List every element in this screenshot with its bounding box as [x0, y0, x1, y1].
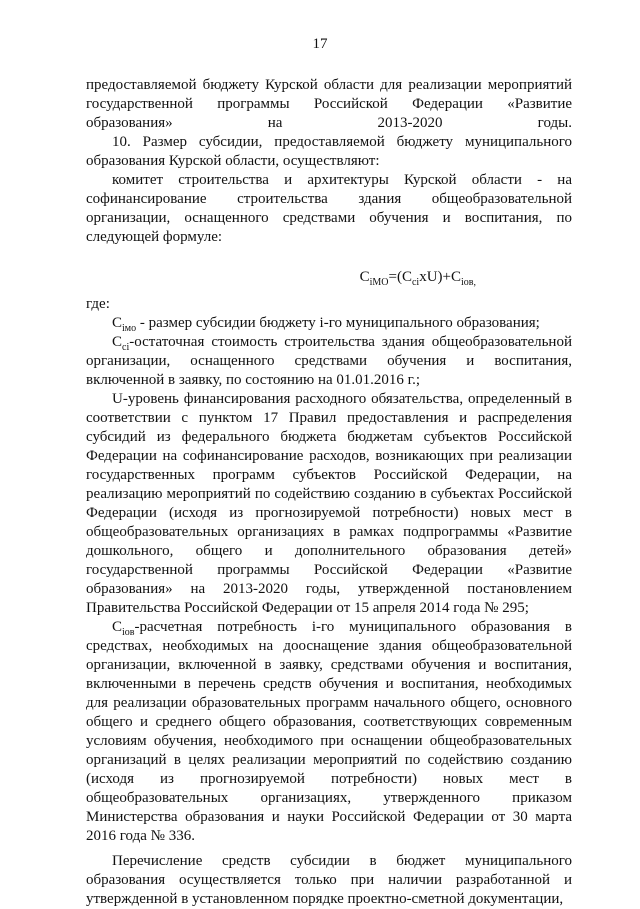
formula-part: C [359, 269, 370, 285]
definition-text: -расчетная потребность i-го муниципального образования в средствах, необходимых на дооснащение здания общеобразовательной организации, включенной в заявку, средствами обучения и воспитания, включенными в перечень средств обучения и воспитания, необходимых для реализации образовательных программ начального общего, основного общего и среднего общего образования, соответствующих современным условиям обучения, необходимого при оснащении общеобразовательных организаций в целях реализации мероприятий по содействию созданию (исходя из прогнозируемой потребности) новых мест в общеобразовательных организациях, утвержденного приказом Министерства образования и науки Российской Федерации от 30 марта 2016 года № 336. [86, 619, 572, 844]
symbol-subscript: ci [122, 342, 130, 353]
symbol-subscript: ioв [122, 627, 135, 638]
page-number: 17 [312, 36, 328, 52]
definition-u: U-уровень финансирования расходного обязательства, определенный в соответствии с пунктом 17 Правил предоставления и распределения субсидий из федерального бюджета бюджетам субъектов Российской Федерации на софинансирование расходов, возникающих при реализации государственных программ субъектов Российской Федерации, на реализацию мероприятий по содействию созданию в субъектах Российской Федерации (исходя из прогнозируемой потребности) новых мест в общеобразовательных организациях в рамках подпрограммы «Развитие дошкольного, общего и дополнительного образования детей» государственной программы Российской Федерации «Развитие образования» на 2013-2020 годы, утвержденной постановлением Правительства Российской Федерации от 15 апреля 2014 года № 295; [86, 391, 572, 616]
symbol: C [112, 315, 123, 331]
document-body [86, 76, 572, 909]
symbol-subscript: iмо [122, 323, 137, 334]
definition-cci [86, 333, 572, 390]
paragraph-committee: комитет строительства и архитектуры Курской области - на софинансирование строительства здания общеобразовательной организации, оснащенного средствами обучения и воспитания, по следующей формуле: [86, 172, 572, 245]
paragraph-transfer: Перечисление средств субсидии в бюджет муниципального образования осуществляется только при наличии разработанной и утвержденной в установленном порядке проектно-сметной документации, [86, 853, 572, 907]
paragraph-continuation: предоставляемой бюджету Курской области для реализации мероприятий государственной программы Российской Федерации «Развитие образования» на 2013-2020 годы. [86, 77, 572, 131]
formula-subscript: ci [411, 277, 420, 288]
formula-subscript: ioв, [461, 277, 476, 288]
symbol: C [112, 619, 123, 635]
formula-part: =(C [388, 269, 412, 285]
definition-text: -остаточная стоимость строительства здания общеобразовательной организации, оснащенного средствами обучения и воспитания, включенной в заявку, по состоянию на 01.01.2016 г.; [86, 334, 572, 388]
definition-cimo [86, 314, 572, 333]
formula-subscript: iMO [369, 277, 389, 288]
where-label: где: [86, 296, 110, 312]
subsidy-formula [86, 268, 572, 287]
symbol: C [112, 334, 123, 350]
formula-part: xU)+C [419, 269, 461, 285]
definition-text: - размер субсидии бюджету i-го муниципального образования; [136, 315, 540, 331]
paragraph-item-10: 10. Размер субсидии, предоставляемой бюджету муниципального образования Курской области, осуществляют: [86, 134, 572, 169]
definition-ciov [86, 618, 572, 846]
